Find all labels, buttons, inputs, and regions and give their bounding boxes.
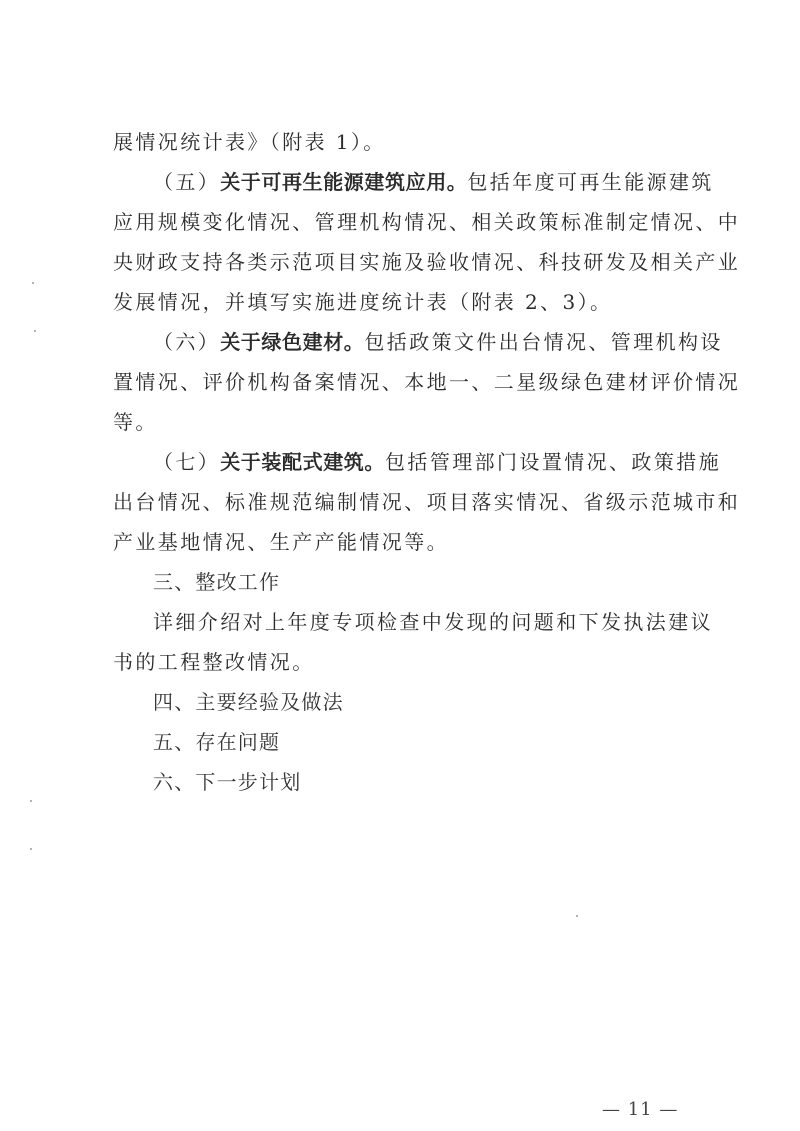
text: 展情况统计表》（附表 1）。	[113, 130, 386, 154]
scan-speck	[32, 282, 34, 284]
text: 等。	[113, 410, 158, 434]
paragraph-line	[113, 288, 693, 316]
heading-problems	[153, 728, 693, 756]
section-text: 包括管理部门设置情况、政策措施	[385, 450, 722, 474]
section-7-line	[153, 448, 722, 476]
scan-speck	[576, 915, 578, 917]
section-text: 包括政策文件出台情况、管理机构设	[364, 330, 723, 354]
heading-text: 六、下一步计划	[153, 770, 302, 794]
paragraph-line	[113, 208, 741, 236]
heading-rectification	[153, 568, 693, 596]
paragraph-line	[113, 488, 741, 516]
heading-text: 三、整改工作	[153, 570, 281, 594]
heading-next-plan	[153, 768, 693, 796]
heading-text: 五、存在问题	[153, 730, 281, 754]
section-title: 关于绿色建材。	[220, 330, 365, 354]
section-5-line	[153, 168, 714, 196]
paragraph-line	[153, 608, 713, 636]
text: 书的工程整改情况。	[113, 650, 315, 674]
heading-text: 四、主要经验及做法	[153, 690, 344, 714]
scan-speck	[30, 848, 32, 850]
section-text: 包括年度可再生能源建筑	[467, 170, 714, 194]
paragraph-line	[113, 648, 693, 676]
paragraph-line	[113, 248, 741, 276]
text: 出台情况、标准规范编制情况、项目落实情况、省级示范城市和	[113, 490, 741, 514]
text: 央财政支持各类示范项目实施及验收情况、科技研发及相关产业	[113, 250, 741, 274]
section-title: 关于装配式建筑。	[220, 450, 386, 474]
section-6-line	[153, 328, 723, 356]
text: 产业基地情况、生产产能情况等。	[113, 530, 449, 554]
section-number: （五）	[153, 170, 221, 194]
paragraph-line	[113, 368, 741, 396]
section-number: （七）	[153, 450, 221, 474]
section-title: 关于可再生能源建筑应用。	[220, 170, 468, 194]
page-number: — 11 —	[602, 1099, 679, 1120]
paragraph-line	[113, 408, 693, 436]
text: 详细介绍对上年度专项检查中发现的问题和下发执法建议	[153, 610, 713, 634]
text: 发展情况，并填写实施进度统计表（附表 2、3）。	[113, 290, 613, 314]
paragraph-line	[113, 128, 693, 156]
paragraph-line	[113, 528, 693, 556]
section-number: （六）	[153, 330, 221, 354]
text: 置情况、评价机构备案情况、本地一、二星级绿色建材评价情况	[113, 370, 741, 394]
text: 应用规模变化情况、管理机构情况、相关政策标准制定情况、中	[113, 210, 741, 234]
heading-experience	[153, 688, 693, 716]
scan-speck	[30, 800, 32, 802]
scan-speck	[34, 330, 36, 332]
